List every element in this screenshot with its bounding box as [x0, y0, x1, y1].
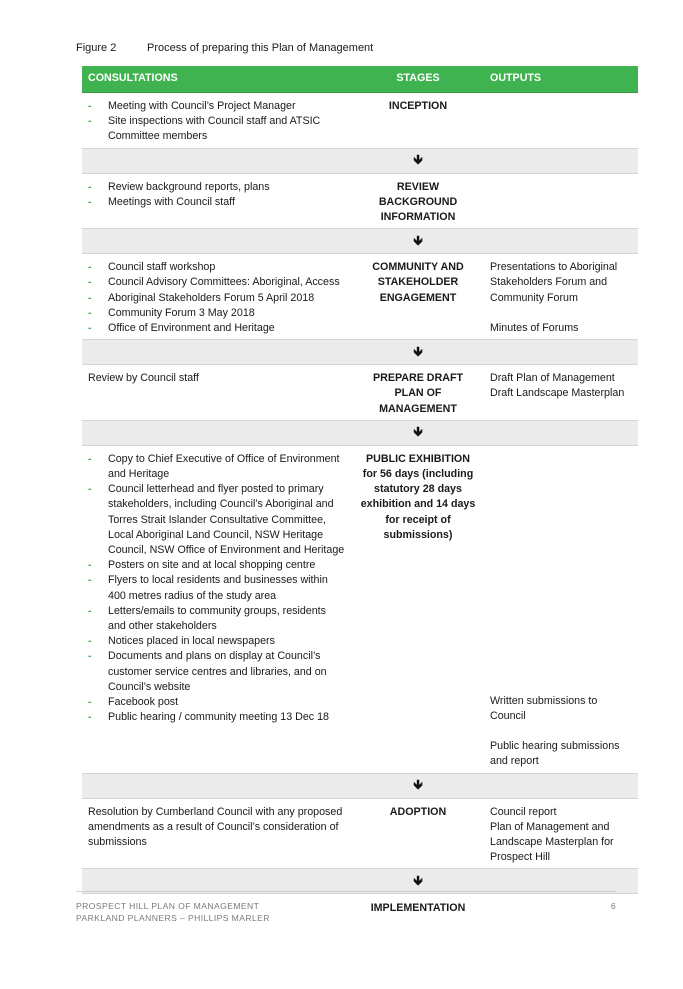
- list-item: - Council Advisory Committees: Aboriginal, Access: [88, 275, 346, 290]
- list-item: - Review background reports, plans: [88, 180, 346, 195]
- stage-cell: IMPLEMENTATION: [370, 902, 466, 915]
- page-number: 6: [610, 901, 616, 911]
- output-item: Written submissions to Council: [490, 694, 598, 723]
- list-item: - Site inspections with Council staff and ATSIC Committee members: [88, 114, 346, 144]
- stage-cell: INCEPTION: [352, 93, 484, 149]
- header-outputs: OUTPUTS: [484, 66, 638, 93]
- output-item: Draft Plan of Management: [490, 372, 615, 385]
- stage-row-public-exhibition: [82, 445, 638, 773]
- consultations-cell: Review by Council staff: [82, 365, 352, 421]
- list-item: - Aboriginal Stakeholders Forum 5 April 2018: [88, 291, 346, 306]
- consultations-cell: [82, 254, 352, 340]
- stage-cell: COMMUNITY AND STAKEHOLDER ENGAGEMENT: [352, 254, 484, 340]
- down-arrow-icon: 🡻: [413, 777, 423, 793]
- list-item: - Meetings with Council staff: [88, 195, 346, 210]
- arrow-row: [82, 340, 638, 365]
- arrow-row: [82, 773, 638, 798]
- consultations-cell: [82, 173, 352, 229]
- output-item: Plan of Management and Landscape Masterplan for Prospect Hill: [490, 820, 614, 864]
- consultations-cell: [82, 93, 352, 149]
- down-arrow-icon: 🡻: [413, 232, 423, 248]
- figure-number: Figure 2: [76, 42, 117, 54]
- page-footer: [76, 900, 616, 924]
- list-item: - Flyers to local residents and businesses within 400 metres radius of the study area: [88, 573, 346, 603]
- consultations-list: [88, 260, 346, 336]
- outputs-cell: [484, 365, 638, 421]
- list-item: - Public hearing / community meeting 13 Dec 18: [88, 710, 346, 725]
- process-table: [82, 66, 638, 920]
- stage-row-inception: [82, 93, 638, 149]
- stage-row-prepare-draft: [82, 365, 638, 421]
- figure-caption: [76, 42, 373, 54]
- arrow-row: [82, 229, 638, 254]
- output-item: Council report: [490, 805, 557, 818]
- list-item: - Office of Environment and Heritage: [88, 321, 346, 336]
- figure-title: Process of preparing this Plan of Management: [147, 42, 374, 54]
- down-arrow-icon: 🡻: [413, 872, 423, 888]
- list-item: - Meeting with Council’s Project Manager: [88, 99, 346, 114]
- outputs-cell: [484, 93, 638, 149]
- arrow-row: [82, 148, 638, 173]
- footer-divider: [76, 891, 616, 892]
- list-item: - Documents and plans on display at Council’s customer service centres and libraries, and on Council’s website: [88, 649, 346, 695]
- arrow-row: [82, 420, 638, 445]
- consultations-list: [88, 180, 346, 210]
- list-item: - Notices placed in local newspapers: [88, 634, 346, 649]
- consultations-cell: Resolution by Cumberland Council with any proposed amendments as a result of Council’s consideration of submissions: [82, 798, 352, 869]
- list-item: - Copy to Chief Executive of Office of Environment and Heritage: [88, 452, 346, 482]
- list-item: - Posters on site and at local shopping centre: [88, 558, 346, 573]
- outputs-cell: [484, 798, 638, 869]
- stage-cell: PUBLIC EXHIBITION for 56 days (including statutory 28 days exhibition and 14 days for receipt of submissions): [352, 445, 484, 773]
- header-consultations: CONSULTATIONS: [82, 66, 352, 93]
- stage-cell: ADOPTION: [352, 798, 484, 869]
- down-arrow-icon: 🡻: [413, 424, 423, 440]
- down-arrow-icon: 🡻: [413, 152, 423, 167]
- list-item: - Community Forum 3 May 2018: [88, 306, 346, 321]
- down-arrow-icon: 🡻: [413, 343, 423, 359]
- list-item: - Letters/emails to community groups, residents and other stakeholders: [88, 604, 346, 634]
- stage-cell: PREPARE DRAFT PLAN OF MANAGEMENT: [352, 365, 484, 421]
- list-item: - Facebook post: [88, 695, 346, 710]
- list-item: - Council letterhead and flyer posted to primary stakeholders, including Council’s Aboriginal and Torres Strait Islander Consultative Committee, Local Aboriginal Land Council, NSW Heritage Council, NSW Office of Environment and Heritage: [88, 482, 346, 558]
- stage-row-review-background: [82, 173, 638, 229]
- output-item: Public hearing submissions and report: [490, 740, 620, 768]
- footer-document-title: PROSPECT HILL PLAN OF MANAGEMENT: [76, 901, 260, 911]
- footer-authors: PARKLAND PLANNERS – PHILLIPS MARLER: [76, 913, 270, 923]
- consultations-cell: [82, 445, 352, 773]
- output-item: Presentations to Aboriginal Stakeholders Forum and Community Forum: [490, 261, 618, 304]
- output-item: Minutes of Forums: [490, 321, 579, 334]
- outputs-cell: [484, 445, 638, 773]
- outputs-cell: [484, 254, 638, 340]
- header-stages: STAGES: [352, 66, 484, 93]
- stage-cell: REVIEW BACKGROUND INFORMATION: [352, 173, 484, 229]
- consultations-list: [88, 452, 346, 726]
- outputs-cell: [484, 173, 638, 229]
- consultations-list: [88, 99, 346, 145]
- stage-row-community-engagement: [82, 254, 638, 340]
- stage-row-adoption: [82, 798, 638, 869]
- list-item: - Council staff workshop: [88, 260, 346, 275]
- output-item: Draft Landscape Masterplan: [490, 387, 625, 400]
- table-header-row: [82, 66, 638, 93]
